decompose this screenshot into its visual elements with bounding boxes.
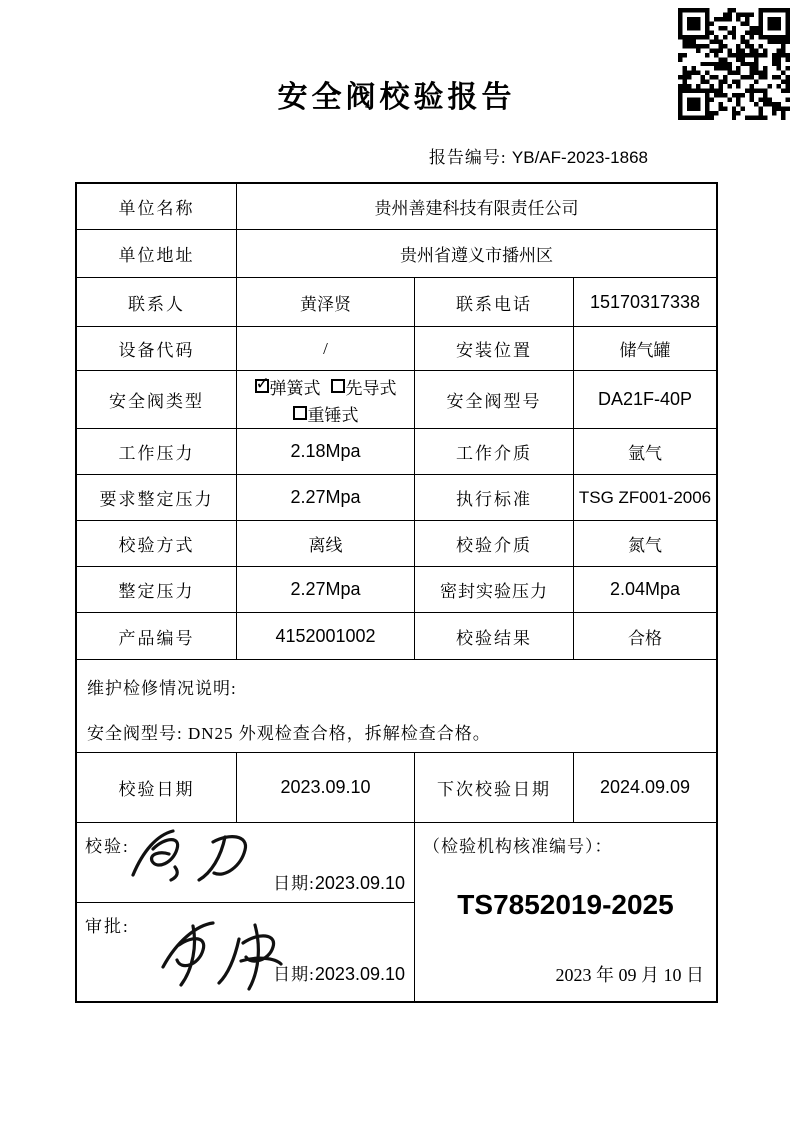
calibration-medium-value: 氮气 <box>574 521 716 567</box>
approver-signature-cell <box>77 903 415 1001</box>
calibrator-date-label: 日期: <box>273 874 315 893</box>
calibration-medium-label: 校验介质 <box>415 521 574 567</box>
unit-name-label: 单位名称 <box>77 184 237 230</box>
report-number-line <box>75 143 718 168</box>
calibration-method-label: 校验方式 <box>77 521 237 567</box>
valve-type-option <box>255 374 321 399</box>
approver-date-label: 日期: <box>273 965 315 984</box>
valve-type-options <box>237 371 415 429</box>
valve-model-value: DA21F-40P <box>574 371 716 429</box>
org-approval-cell <box>415 823 716 1001</box>
approver-label: 审批: <box>85 917 130 936</box>
seal-test-pressure-value: 2.04Mpa <box>574 567 716 613</box>
report-table <box>75 182 718 1003</box>
valve-type-option-label: 先导式 <box>345 378 397 398</box>
approver-date-value: 2023.09.10 <box>314 964 405 984</box>
equipment-code-label: 设备代码 <box>77 327 237 371</box>
phone-value: 15170317338 <box>574 278 716 327</box>
maintenance-note-detail: 安全阀型号: DN25 外观检查合格，拆解检查合格。 <box>87 724 491 743</box>
required-set-pressure-value: 2.27Mpa <box>237 475 415 521</box>
working-pressure-value: 2.18Mpa <box>237 429 415 475</box>
checkbox-icon <box>293 406 307 420</box>
standard-value: TSG ZF001-2006 <box>574 475 716 521</box>
working-pressure-label: 工作压力 <box>77 429 237 475</box>
org-approval-number: TS7852019-2025 <box>457 889 674 920</box>
set-pressure-value: 2.27Mpa <box>237 567 415 613</box>
install-location-value: 储气罐 <box>574 327 716 371</box>
seal-test-pressure-label: 密封实验压力 <box>415 567 574 613</box>
phone-label: 联系电话 <box>415 278 574 327</box>
calibration-date-value: 2023.09.10 <box>237 753 415 823</box>
standard-label: 执行标准 <box>415 475 574 521</box>
valve-type-option-label: 弹簧式 <box>269 378 321 398</box>
maintenance-note <box>77 660 716 753</box>
valve-type-option-label: 重锤式 <box>307 405 359 425</box>
org-approval-label: （检验机构核准编号）： <box>423 837 613 856</box>
calibration-date-label: 校验日期 <box>77 753 237 823</box>
page-title: 安全阀校验报告 <box>277 81 516 114</box>
checkbox-checked-icon <box>255 379 269 393</box>
unit-name-value: 贵州善建科技有限责任公司 <box>237 184 716 230</box>
report-number-value: YB/AF-2023-1868 <box>511 148 648 167</box>
approver-date <box>273 960 405 985</box>
calibrator-signature-cell <box>77 823 415 903</box>
next-calibration-date-value: 2024.09.09 <box>574 753 716 823</box>
maintenance-note-title: 维护检修情况说明: <box>87 679 237 698</box>
calibrator-label: 校验: <box>85 837 130 856</box>
calibration-method-value: 离线 <box>237 521 415 567</box>
result-value: 合格 <box>574 613 716 660</box>
calibrator-signature <box>119 823 299 889</box>
valve-model-label: 安全阀型号 <box>415 371 574 429</box>
contact-label: 联系人 <box>77 278 237 327</box>
report-number-label: 报告编号: <box>428 148 512 167</box>
issue-date: 2023 年 09 月 10 日 <box>555 965 704 985</box>
result-label: 校验结果 <box>415 613 574 660</box>
required-set-pressure-label: 要求整定压力 <box>77 475 237 521</box>
product-no-value: 4152001002 <box>237 613 415 660</box>
valve-type-option <box>331 374 397 399</box>
checkbox-icon <box>331 379 345 393</box>
unit-address-label: 单位地址 <box>77 230 237 278</box>
equipment-code-value: / <box>237 327 415 371</box>
install-location-label: 安装位置 <box>415 327 574 371</box>
next-calibration-date-label: 下次校验日期 <box>415 753 574 823</box>
unit-address-value: 贵州省遵义市播州区 <box>237 230 716 278</box>
valve-type-label: 安全阀类型 <box>77 371 237 429</box>
valve-type-option <box>293 401 359 426</box>
contact-value: 黄泽贤 <box>237 278 415 327</box>
working-medium-label: 工作介质 <box>415 429 574 475</box>
calibrator-date <box>273 869 405 894</box>
set-pressure-label: 整定压力 <box>77 567 237 613</box>
calibrator-date-value: 2023.09.10 <box>314 873 405 893</box>
product-no-label: 产品编号 <box>77 613 237 660</box>
working-medium-value: 氩气 <box>574 429 716 475</box>
